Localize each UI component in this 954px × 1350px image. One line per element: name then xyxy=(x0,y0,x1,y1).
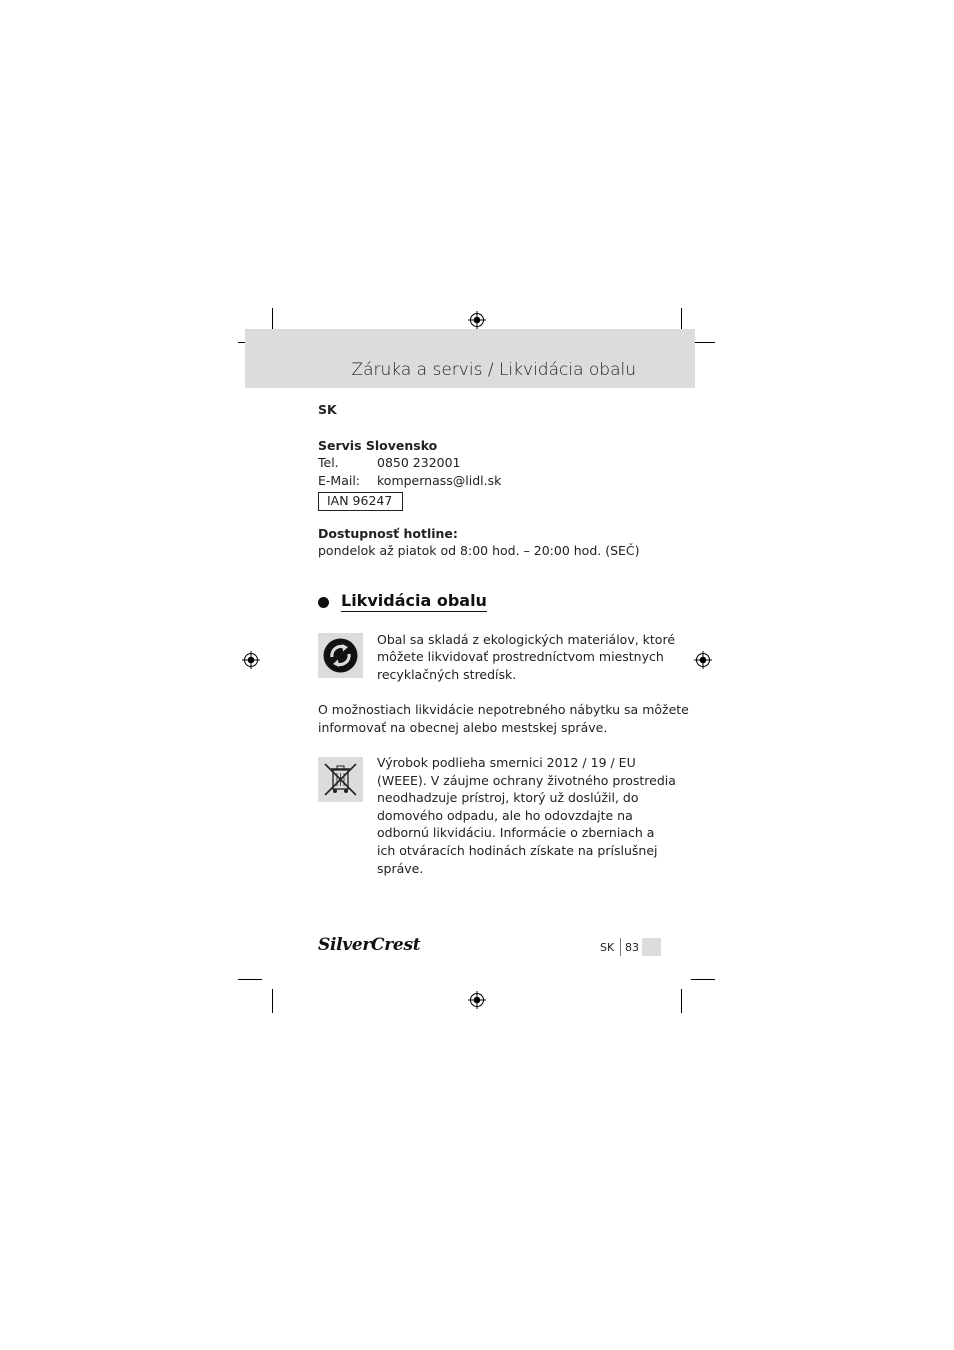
para3-line6: ich otváracích hodinách získate na príslušnej xyxy=(377,843,658,858)
footer-divider xyxy=(620,938,621,956)
para3-line7: správe. xyxy=(377,861,424,876)
crop-mark xyxy=(272,989,273,1013)
para3-line4: domového odpadu, ale ho odovzdajte na xyxy=(377,808,633,823)
email-label: E-Mail: xyxy=(318,473,361,488)
tel-value: 0850 232001 xyxy=(377,455,461,470)
registration-mark-icon xyxy=(468,311,486,329)
para3-line2: (WEEE). V záujme ochrany životného prostredia xyxy=(377,773,676,788)
tel-label: Tel. xyxy=(318,455,339,470)
email-value: kompernass@lidl.sk xyxy=(377,473,502,488)
section-title: Likvidácia obalu xyxy=(341,591,487,610)
crop-mark xyxy=(238,979,262,980)
para3-line3: neodhadzuje prístroj, ktorý už doslúžil, do xyxy=(377,790,639,805)
para1-line2: môžete likvidovať prostredníctvom miestnych xyxy=(377,649,664,664)
weee-crossed-bin-icon xyxy=(318,757,363,802)
para2-line1: O možnostiach likvidácie nepotrebného nábytku sa môžete xyxy=(318,702,689,717)
registration-mark-icon xyxy=(468,991,486,1009)
footer-marker xyxy=(642,938,661,956)
country-code: SK xyxy=(318,402,337,417)
para1-line1: Obal sa skladá z ekologických materiálov, ktoré xyxy=(377,632,676,647)
brand-logo: SilverCrest xyxy=(318,935,421,955)
para1-line3: recyklačných stredísk. xyxy=(377,667,517,682)
page-number: 83 xyxy=(625,941,639,954)
ian-number: IAN 96247 xyxy=(327,493,393,508)
hotline-text: pondelok až piatok od 8:00 hod. – 20:00 hod. (SEČ) xyxy=(318,543,640,558)
crop-mark xyxy=(681,989,682,1013)
section-bullet xyxy=(318,597,329,608)
registration-mark-icon xyxy=(242,651,260,669)
para3-line5: odbornú likvidáciu. Informácie o zberniach a xyxy=(377,825,655,840)
registration-mark-icon xyxy=(694,651,712,669)
footer-lang: SK xyxy=(600,941,615,954)
hotline-heading: Dostupnosť hotline: xyxy=(318,526,458,541)
para2-line2: informovať na obecnej alebo mestskej správe. xyxy=(318,720,608,735)
green-dot-recycling-icon xyxy=(318,633,363,678)
crop-mark xyxy=(691,979,715,980)
service-heading: Servis Slovensko xyxy=(318,438,438,453)
para3-line1: Výrobok podlieha smernici 2012 / 19 / EU xyxy=(377,755,636,770)
page-title: Záruka a servis / Likvidácia obalu xyxy=(351,360,636,380)
